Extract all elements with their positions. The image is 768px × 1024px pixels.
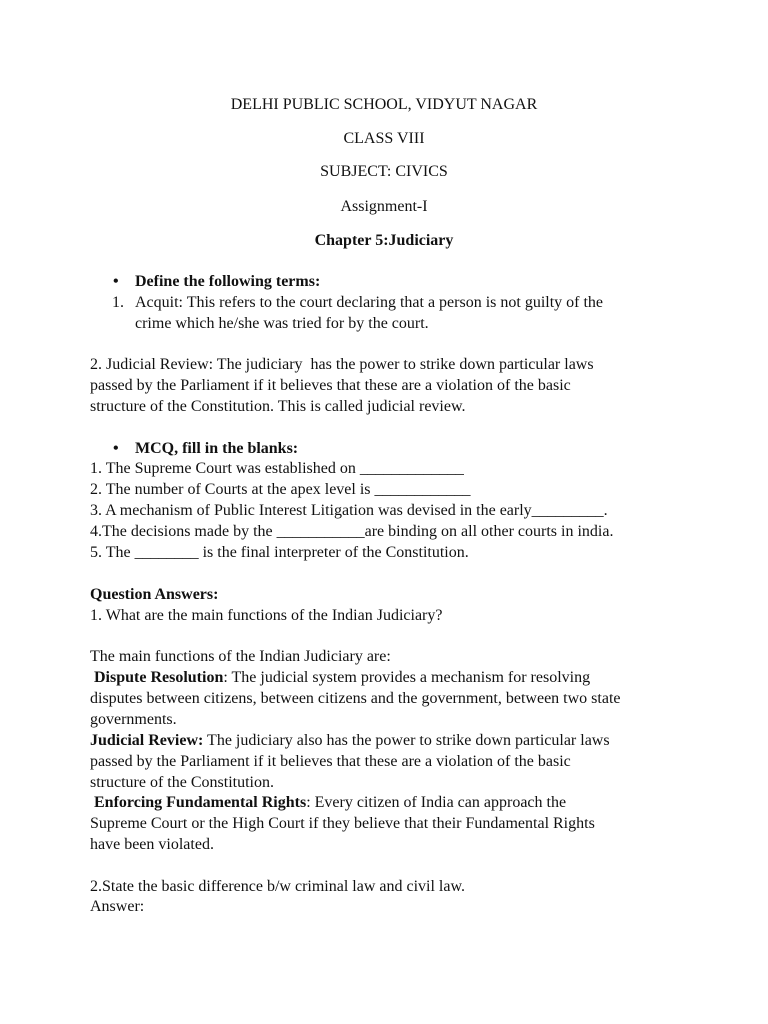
question-2: 2.State the basic difference b/w criminal law and civil law. bbox=[90, 878, 465, 895]
assignment-label: Assignment-I bbox=[340, 198, 428, 215]
dispute-resolution-line3: governments. bbox=[90, 711, 177, 728]
judicial-review-text: The judiciary also has the power to strike down particular laws bbox=[203, 732, 610, 749]
bullet-icon: • bbox=[113, 440, 119, 457]
mcq-item: 1. The Supreme Court was established on _____________ bbox=[90, 460, 464, 477]
fundamental-rights-line3: have been violated. bbox=[90, 836, 214, 853]
answer-label: Answer: bbox=[90, 898, 145, 915]
mcq-heading: MCQ, fill in the blanks: bbox=[135, 440, 299, 457]
judicial-review-term: Judicial Review: bbox=[90, 732, 204, 749]
dispute-resolution-text: : The judicial system provides a mechanism for resolving bbox=[223, 669, 591, 686]
answer-intro: The main functions of the Indian Judiciary are: bbox=[90, 648, 391, 665]
mcq-item: 3. A mechanism of Public Interest Litigation was devised in the early_________. bbox=[90, 502, 608, 519]
dispute-resolution-line1 bbox=[90, 667, 590, 688]
dispute-resolution-line2: disputes between citizens, between citizens and the government, between two state bbox=[90, 690, 621, 707]
judicial-review-line3: structure of the Constitution. bbox=[90, 774, 274, 791]
fundamental-rights-line1 bbox=[90, 792, 566, 813]
mcq-item: 4.The decisions made by the ___________are binding on all other courts in india. bbox=[90, 523, 614, 540]
question-1: 1. What are the main functions of the Indian Judiciary? bbox=[90, 607, 443, 624]
fundamental-rights-term: Enforcing Fundamental Rights bbox=[90, 794, 307, 811]
define-item2-line3: structure of the Constitution. This is called judicial review. bbox=[90, 398, 466, 415]
define-item2-line1: 2. Judicial Review: The judiciary has the power to strike down particular laws bbox=[90, 356, 594, 373]
define-item1-line2: crime which he/she was tried for by the court. bbox=[135, 315, 429, 332]
bullet-icon: • bbox=[113, 273, 119, 290]
mcq-item: 5. The ________ is the final interpreter of the Constitution. bbox=[90, 544, 469, 561]
class-label: CLASS VIII bbox=[343, 130, 425, 147]
qa-heading: Question Answers: bbox=[90, 586, 219, 603]
subject-label: SUBJECT: CIVICS bbox=[320, 163, 448, 180]
chapter-title: Chapter 5:Judiciary bbox=[314, 232, 454, 249]
mcq-item: 2. The number of Courts at the apex level is ____________ bbox=[90, 481, 471, 498]
judicial-review-line1 bbox=[90, 730, 610, 751]
dispute-resolution-term: Dispute Resolution bbox=[90, 669, 224, 686]
define-item-number: 1. bbox=[112, 294, 124, 311]
judicial-review-line2: passed by the Parliament if it believes that these are a violation of the basic bbox=[90, 753, 571, 770]
fundamental-rights-text: : Every citizen of India can approach the bbox=[306, 794, 567, 811]
define-heading: Define the following terms: bbox=[135, 273, 321, 290]
define-item1-line1: Acquit: This refers to the court declaring that a person is not guilty of the bbox=[135, 294, 604, 311]
define-item2-line2: passed by the Parliament if it believes that these are a violation of the basic bbox=[90, 377, 571, 394]
fundamental-rights-line2: Supreme Court or the High Court if they believe that their Fundamental Rights bbox=[90, 815, 595, 832]
school-name: DELHI PUBLIC SCHOOL, VIDYUT NAGAR bbox=[230, 96, 538, 113]
